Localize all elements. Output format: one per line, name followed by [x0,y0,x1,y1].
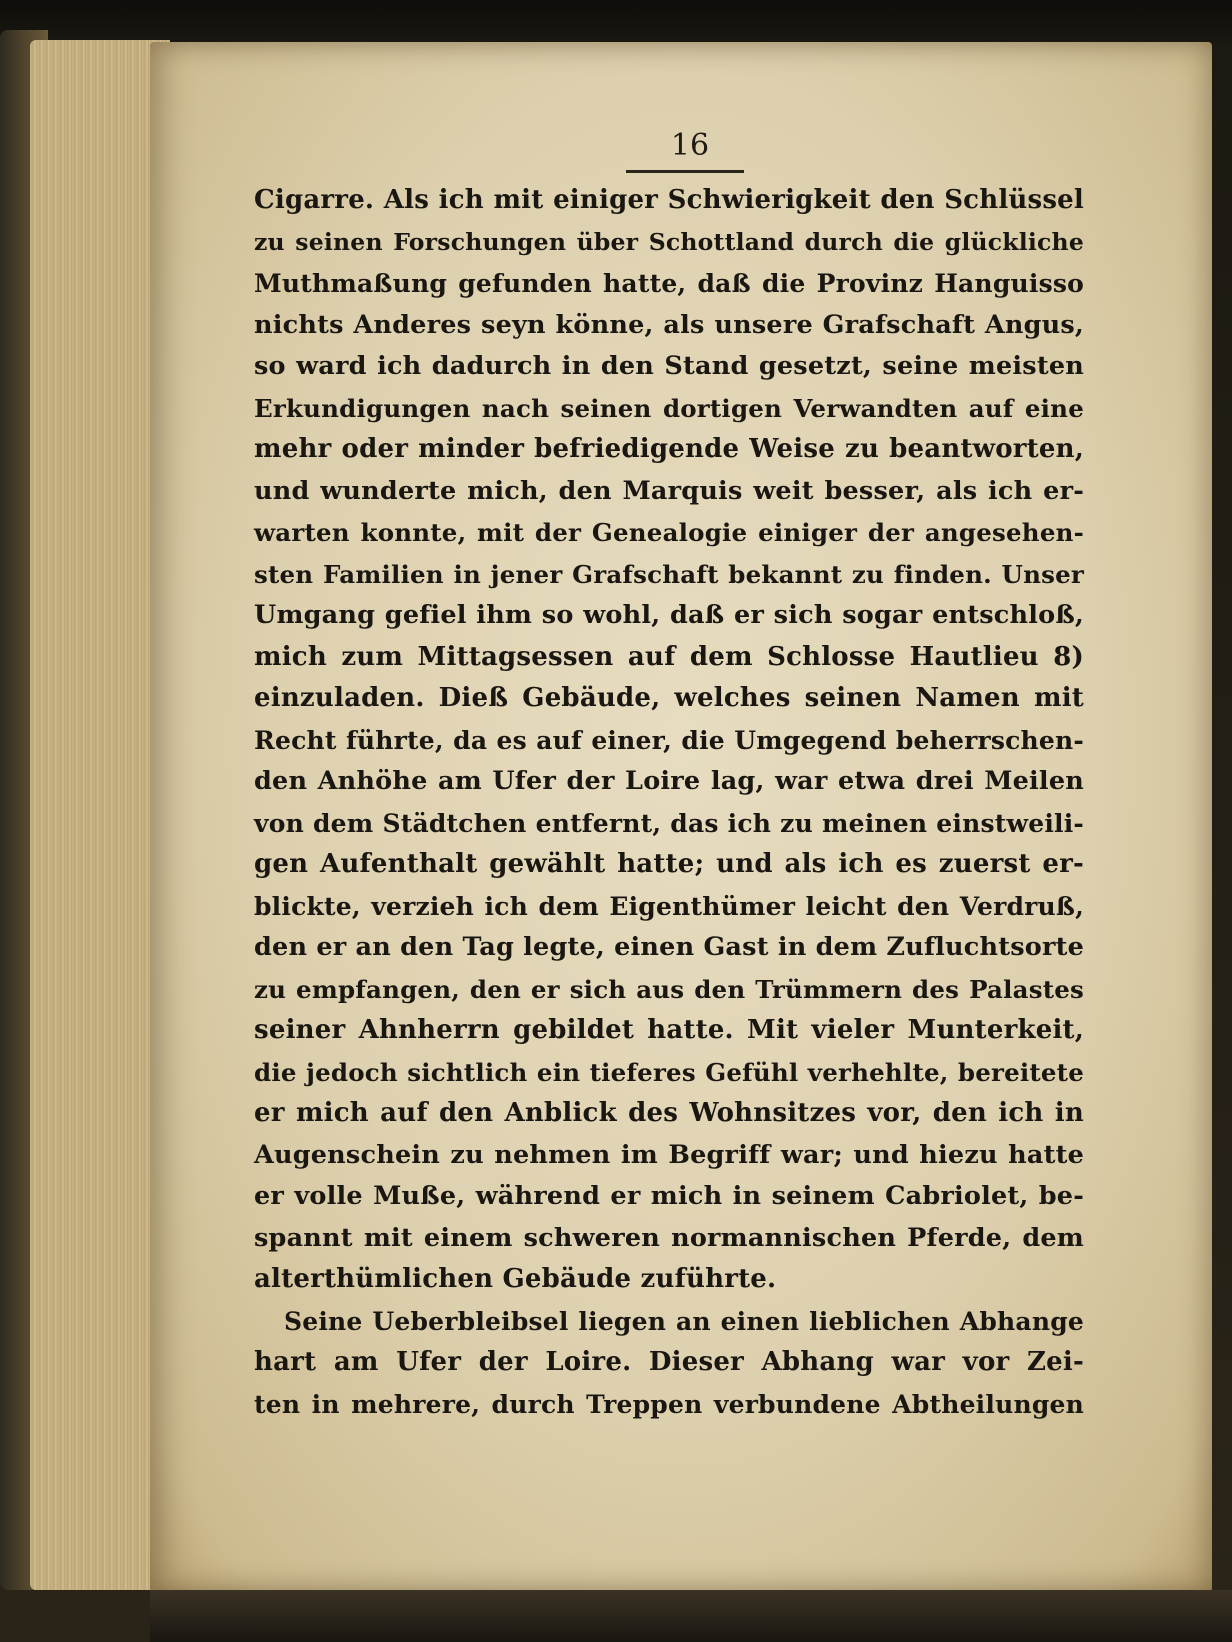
text-line: blickte, verzieh ich dem Eigenthümer leicht den Verdruß, [254,891,1084,921]
bottom-book-edge [150,1590,1232,1642]
text-line: nichts Anderes seyn könne, als unsere Grafschaft Angus, [254,309,1084,340]
text-line: Seine Ueberbleibsel liegen an einen lieblichen Abhange [284,1306,1084,1336]
paragraph-2 [254,1301,1084,1426]
text-line: und wunderte mich, den Marquis weit besser, als ich er- [254,475,1084,506]
text-line: Augenschein zu nehmen im Begriff war; und hiezu hatte [254,1139,1084,1170]
text-line: hart am Ufer der Loire. Dieser Abhang war vor Zei- [254,1347,1084,1377]
text-line: zu empfangen, den er sich aus den Trümmern des Palastes [254,974,1084,1004]
text-line: Erkundigungen nach seinen dortigen Verwandten auf eine [254,393,1084,423]
text-line: er volle Muße, während er mich in seinem Cabriolet, be- [254,1181,1084,1211]
page-number: 16 [670,128,710,163]
text-line: von dem Städtchen entfernt, das ich zu meinen einstweili- [254,808,1084,838]
text-line: mich zum Mittagsessen auf dem Schlosse Hautlieu 8) [254,641,1084,672]
text-line: spannt mit einem schweren normannischen Pferde, dem [254,1222,1084,1253]
text-line: alterthümlichen Gebäude zuführte. [254,1264,777,1294]
text-line: ten in mehrere, durch Treppen verbundene Abtheilungen [254,1389,1084,1419]
text-line: einzuladen. Dieß Gebäude, welches seinen Namen mit [254,683,1084,713]
text-line: gen Aufenthalt gewählt hatte; und als ich es zuerst er- [254,849,1084,879]
text-line: den er an den Tag legte, einen Gast in dem Zufluchtsorte [254,932,1084,962]
text-line: Muthmaßung gefunden hatte, daß die Provinz Hanguisso [254,269,1084,298]
text-line: warten konnte, mit der Genealogie einiger der angesehen- [254,518,1084,547]
text-line: die jedoch sichtlich ein tieferes Gefühl verhehlte, bereitete [254,1057,1084,1087]
text-line: Umgang gefiel ihm so wohl, daß er sich sogar entschloß, [254,600,1084,630]
text-line: mehr oder minder befriedigende Weise zu beantworten, [254,434,1084,464]
page-number-rule [626,170,744,173]
text-line: zu seinen Forschungen über Schottland durch die glückliche [254,227,1084,256]
page-stack-edge [30,40,170,1590]
text-line: er mich auf den Anblick des Wohnsitzes vor, den ich in [254,1098,1084,1128]
body-text [254,180,1084,1425]
text-line: Cigarre. Als ich mit einiger Schwierigkeit den Schlüssel [254,185,1084,215]
paragraph-1 [254,180,1084,1301]
text-line: sten Familien in jener Grafschaft bekannt zu finden. Unser [254,559,1084,589]
text-line: seiner Ahnherrn gebildet hatte. Mit vieler Munterkeit, [254,1015,1084,1045]
text-line: Recht führte, da es auf einer, die Umgegend beherrschen- [254,725,1084,755]
text-line: so ward ich dadurch in den Stand gesetzt, seine meisten [254,351,1084,381]
text-line: den Anhöhe am Ufer der Loire lag, war etwa drei Meilen [254,766,1084,796]
